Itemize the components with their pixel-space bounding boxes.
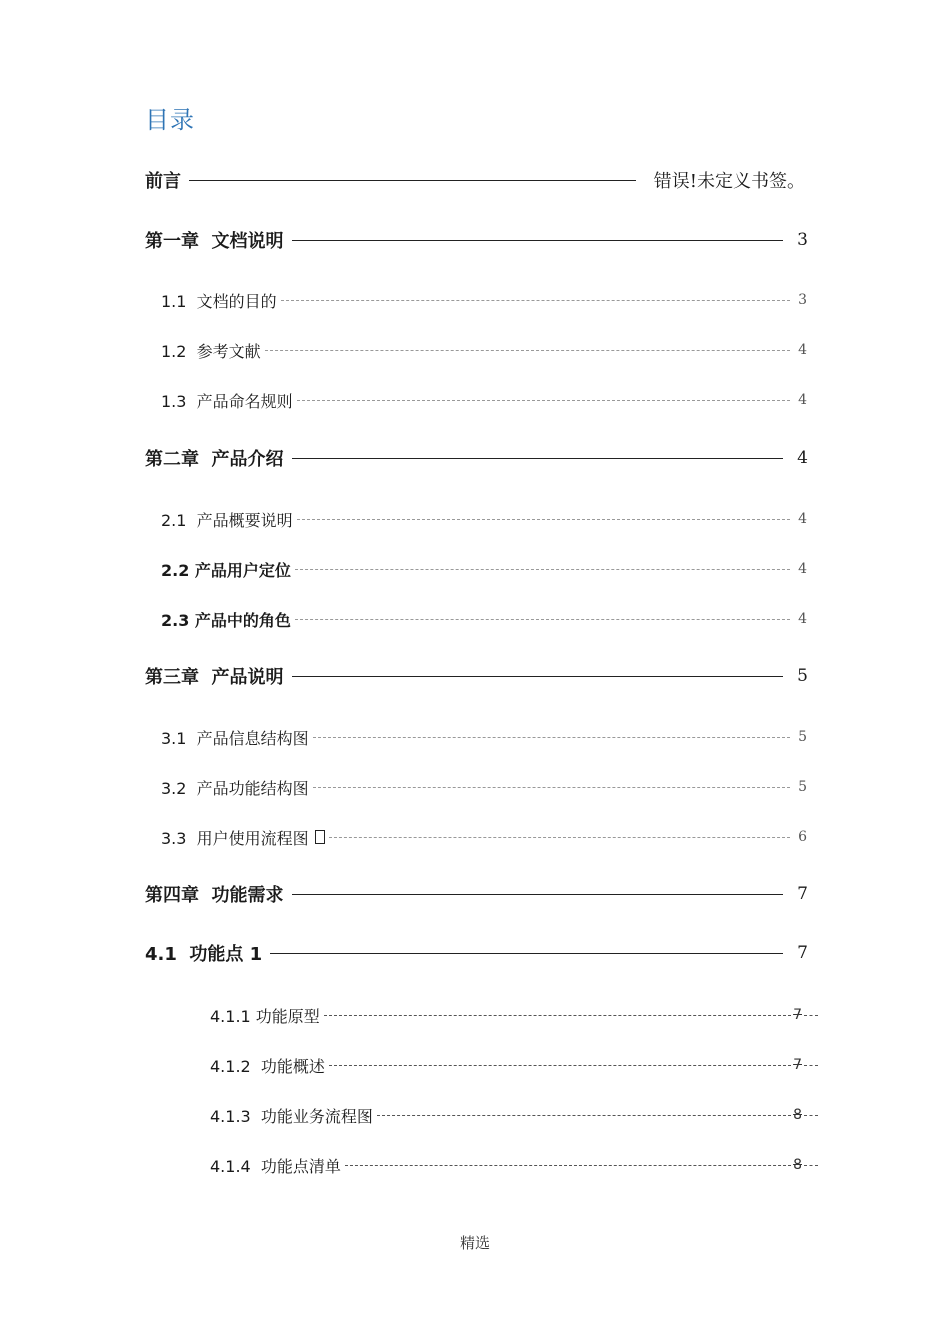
toc-entry-label: 1.1 文档的目的: [161, 291, 277, 311]
toc-entry-label: 第二章 产品介绍: [145, 449, 284, 470]
toc-entry-page: 4: [797, 448, 808, 468]
toc-entry-3-2[interactable]: [161, 772, 807, 802]
missing-glyph-icon: [315, 830, 325, 844]
toc-title: 目录: [145, 106, 195, 134]
toc-entry-page: 4: [798, 511, 807, 527]
toc-entry-page: 6: [798, 829, 807, 845]
toc-entry-label: 前言: [145, 171, 181, 192]
toc-leader: [270, 953, 783, 954]
toc-leader-tail: [804, 1065, 818, 1066]
toc-entry-label: 1.2 参考文献: [161, 341, 261, 361]
toc-entry-chapter-2[interactable]: [145, 443, 808, 473]
toc-entry-page: 7: [793, 1057, 802, 1073]
toc-leader: [292, 240, 784, 241]
toc-entry-label: 2.2 产品用户定位: [161, 560, 291, 580]
toc-leader: [345, 1165, 791, 1166]
toc-entry-label: 第四章 功能需求: [145, 885, 284, 906]
toc-entry-label: 4.1.4 功能点清单: [210, 1156, 341, 1176]
toc-entry-page: 7: [793, 1007, 802, 1023]
toc-leader: [189, 180, 636, 181]
toc-entry-2-3[interactable]: [161, 604, 807, 634]
toc-entry-1-3[interactable]: [161, 385, 807, 415]
toc-entry-page: 3: [798, 292, 807, 308]
toc-entry-3-3[interactable]: [161, 822, 807, 852]
toc-leader-tail: [804, 1115, 818, 1116]
toc-leader: [295, 619, 790, 620]
toc-entry-label: 第一章 文档说明: [145, 231, 284, 252]
toc-entry-chapter-4[interactable]: [145, 879, 808, 909]
toc-entry-page: 4: [798, 561, 807, 577]
toc-entry-4-1-2[interactable]: [210, 1050, 818, 1080]
toc-leader: [329, 837, 790, 838]
toc-entry-4-1-3[interactable]: [210, 1100, 818, 1130]
toc-entry-page: 5: [797, 666, 808, 686]
toc-entry-page: 7: [797, 943, 808, 963]
toc-leader-tail: [804, 1015, 818, 1016]
toc-entry-page: 4: [798, 342, 807, 358]
toc-entry-1-2[interactable]: [161, 335, 807, 365]
toc-entry-page: 3: [797, 230, 808, 250]
toc-leader: [292, 676, 784, 677]
toc-entry-label: 4.1.2 功能概述: [210, 1056, 325, 1076]
toc-entry-4-1[interactable]: [145, 938, 808, 968]
toc-entry-page: 8: [793, 1157, 802, 1173]
toc-entry-4-1-4[interactable]: [210, 1150, 818, 1180]
toc-entry-label: 3.3 用户使用流程图: [161, 828, 309, 848]
toc-entry-label: 1.3 产品命名规则: [161, 391, 293, 411]
toc-leader: [329, 1065, 791, 1066]
toc-leader: [297, 519, 790, 520]
toc-entry-2-1[interactable]: [161, 504, 807, 534]
toc-entry-label: 3.2 产品功能结构图: [161, 778, 309, 798]
toc-entry-chapter-1[interactable]: [145, 225, 808, 255]
toc-entry-page: 4: [798, 611, 807, 627]
toc-entry-label: 3.1 产品信息结构图: [161, 728, 309, 748]
toc-entry-label: 2.3 产品中的角色: [161, 610, 291, 630]
toc-entry-page: 8: [793, 1107, 802, 1123]
toc-entry-1-1[interactable]: [161, 285, 807, 315]
toc-leader: [313, 737, 790, 738]
toc-leader: [281, 300, 790, 301]
toc-leader: [292, 458, 784, 459]
toc-leader-tail: [804, 1165, 818, 1166]
toc-entry-label: 4.1 功能点 1: [145, 944, 263, 965]
toc-entry-label: 4.1.1 功能原型: [210, 1006, 320, 1026]
toc-leader: [377, 1115, 791, 1116]
toc-entry-3-1[interactable]: [161, 722, 807, 752]
toc-leader: [313, 787, 790, 788]
toc-entry-page: 4: [798, 392, 807, 408]
toc-entry-label: 2.1 产品概要说明: [161, 510, 293, 530]
toc-entry-page: 7: [797, 884, 808, 904]
toc-entry-page: 5: [798, 729, 807, 745]
toc-leader: [324, 1015, 791, 1016]
toc-entry-chapter-3[interactable]: [145, 661, 808, 691]
toc-leader: [297, 400, 790, 401]
toc-entry-preface[interactable]: [145, 165, 805, 195]
toc-leader: [295, 569, 790, 570]
toc-entry-page: 错误!未定义书签。: [653, 171, 805, 192]
toc-leader: [292, 894, 784, 895]
toc-entry-4-1-1[interactable]: [210, 1000, 818, 1030]
toc-leader: [265, 350, 790, 351]
page-footer: 精选: [459, 1234, 490, 1252]
toc-entry-2-2[interactable]: [161, 554, 807, 584]
toc-entry-label: 第三章 产品说明: [145, 667, 284, 688]
toc-entry-page: 5: [798, 779, 807, 795]
toc-entry-label: 4.1.3 功能业务流程图: [210, 1106, 373, 1126]
